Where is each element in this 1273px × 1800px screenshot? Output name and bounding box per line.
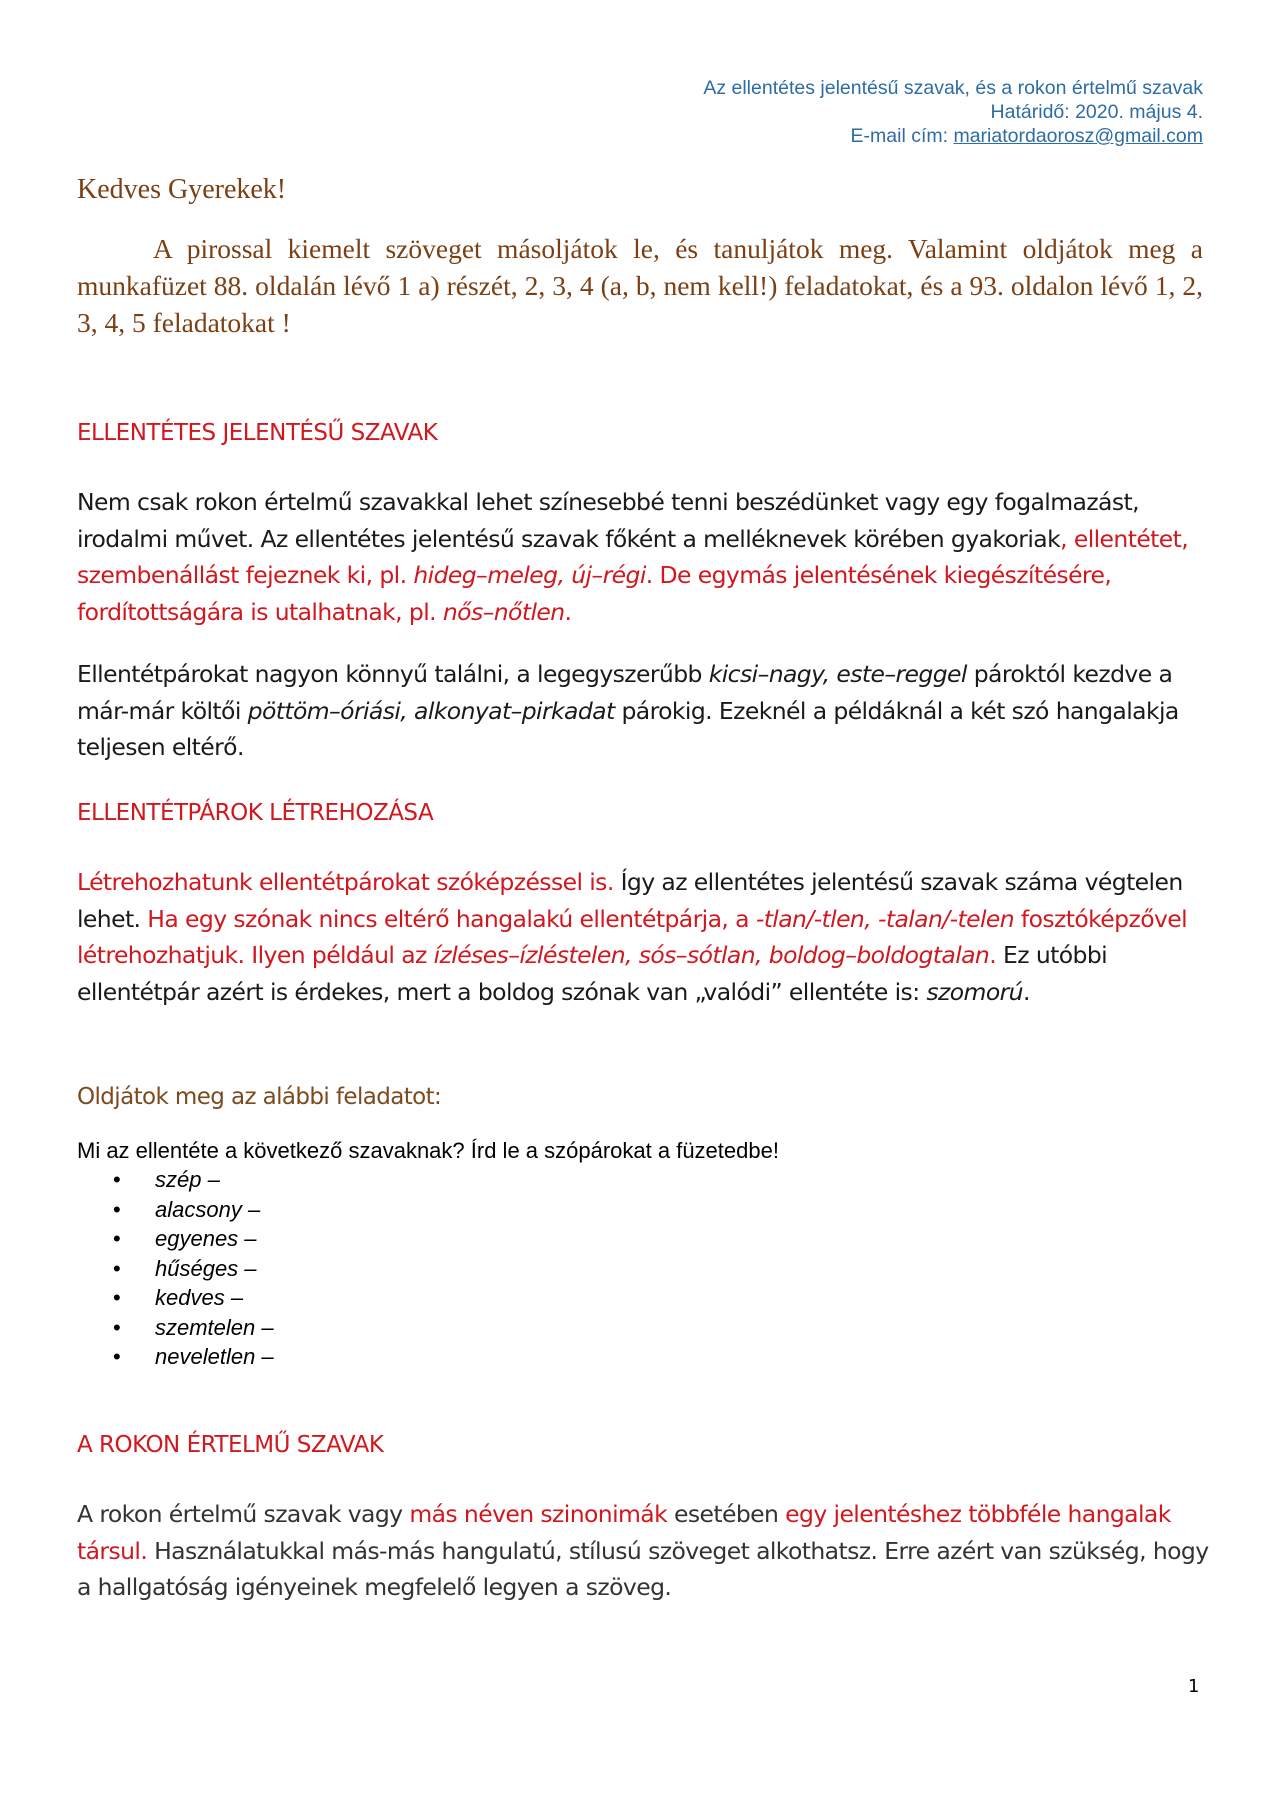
text-run-red: , ellentétet, szembenállást fejeznek ki, pl. (77, 524, 1189, 589)
text-run-red: egy jelentéshez többféle hangalak társul. (77, 1500, 1171, 1565)
text-run-red: . (989, 941, 997, 969)
text-run: Használatukkal más-más hangulatú, stílusú szöveget alkothatsz. Erre azért van szükség, hogy a hallgatóság igényeinek megfelelő legyen a szöveg. (77, 1536, 1209, 1601)
page-number: 1 (1188, 1676, 1200, 1697)
paragraph-ellentetes-1 (77, 484, 1217, 630)
paragraph-letrehozasa (77, 864, 1217, 1010)
list-item: • kedves – (100, 1283, 274, 1313)
heading-rokon: A ROKON ÉRTELMŰ SZAVAK (77, 1432, 384, 1458)
list-item: • neveletlen – (100, 1342, 274, 1372)
text-run: A rokon értelmű szavak vagy (77, 1500, 410, 1528)
email-link[interactable]: mariatordaorosz@gmail.com (953, 125, 1203, 147)
text-run-red: fosztóképzővel létrehozhatjuk. Ilyen például az (77, 904, 1188, 969)
text-run-red: más néven szinonimák (409, 1500, 668, 1528)
list-item: • szép – (100, 1165, 274, 1195)
list-item: • hűséges – (100, 1254, 274, 1284)
text-run-red: . De egymás jelentésének kiegészítésére, fordítottságára is utalhatnak, pl. (77, 561, 1112, 626)
text-run: Ellentétpárokat nagyon könnyű találni, a legegyszerűbb (77, 660, 709, 688)
greeting: Kedves Gyerekek! (77, 174, 287, 205)
text-run: pároktól kezdve a már-már költői (77, 660, 1173, 725)
text-run-red-italic: ízléses–ízléstelen, sós–sótlan, boldog–boldogtalan (433, 941, 990, 969)
list-item: • egyenes – (100, 1224, 274, 1254)
paragraph-rokon (77, 1496, 1217, 1606)
text-run: esetében (667, 1500, 786, 1528)
header-email-line (703, 124, 1203, 148)
exercise-task: Mi az ellentéte a következő szavaknak? Írd le a szópárokat a füzetedbe! (77, 1138, 779, 1163)
text-run: Így az ellentétes jelentésű szavak száma végtelen lehet. (77, 868, 1183, 933)
text-run-red-italic: -tlan/-tlen, -talan/-telen (755, 904, 1015, 933)
text-run-red: . (564, 597, 572, 626)
page-header (703, 76, 1203, 148)
header-title: Az ellentétes jelentésű szavak, és a rokon értelmű szavak (703, 77, 1203, 99)
exercise-word-list (100, 1165, 274, 1372)
list-item: • alacsony – (100, 1195, 274, 1225)
text-run-italic: kicsi–nagy, este–reggel (708, 660, 967, 688)
text-run: Ez utóbbi ellentétpár azért is érdekes, mert a boldog szónak van „valódi” ellentéte is: (77, 941, 1108, 1006)
exercise-heading: Oldjátok meg az alábbi feladatot: (77, 1084, 442, 1110)
text-run-red-italic: nős–nőtlen (442, 597, 565, 626)
email-label: E-mail cím: (850, 125, 954, 147)
paragraph-ellentetes-2 (77, 656, 1217, 766)
text-run: Nem csak rokon értelmű szavakkal lehet színesebbé tenni beszédünket vagy egy fogalmazást, irodalmi művet. Az ellentétes jelentésű szavak főként a melléknevek körében gyakoriak (77, 488, 1139, 553)
text-run-red-italic: hideg–meleg, új–régi (413, 561, 646, 589)
text-run: . (1022, 977, 1030, 1006)
heading-letrehozasa: ELLENTÉTPÁROK LÉTREHOZÁSA (77, 800, 434, 826)
header-deadline: Határidő: 2020. május 4. (990, 101, 1203, 123)
text-run-red: Létrehozhatunk ellentétpárokat szóképzéssel is. (77, 868, 614, 896)
text-run-italic: pöttöm–óriási, alkonyat–pirkadat (247, 696, 615, 725)
text-run-italic: szomorú (926, 977, 1023, 1006)
intro-paragraph: A pirossal kiemelt szöveget másoljátok le, és tanuljátok meg. Valamint oldjátok meg a munkafüzet 88. oldalán lévő 1 a) részét, 2, 3, 4 (a, b, nem kell!) feladatokat, és a 93. oldalon lévő 1, 2, 3, 4, 5 feladatokat ! (77, 233, 1203, 338)
heading-ellentetes: ELLENTÉTES JELENTÉSŰ SZAVAK (77, 420, 438, 446)
text-run: párokig. Ezeknél a példáknál a két szó hangalakja teljesen eltérő. (77, 696, 1179, 761)
text-run-red: Ha egy szónak nincs eltérő hangalakú ellentétpárja, a (147, 904, 756, 933)
list-item: • szemtelen – (100, 1313, 274, 1343)
